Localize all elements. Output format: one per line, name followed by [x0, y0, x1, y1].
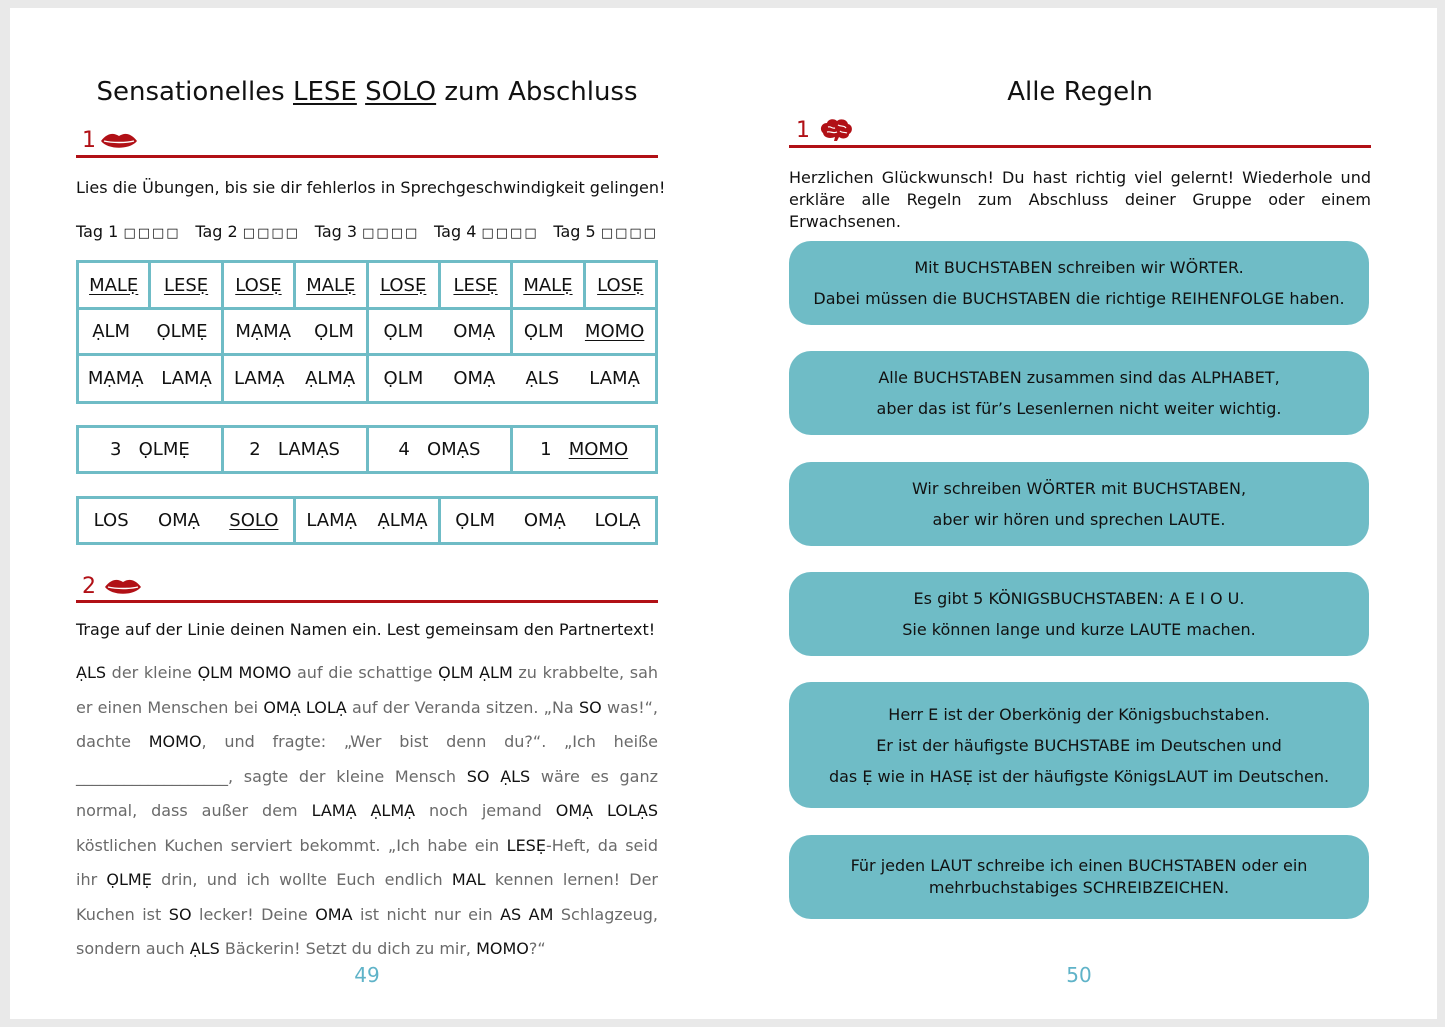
keyword: AM — [528, 904, 554, 924]
checkbox-group[interactable]: □□□□ — [242, 226, 300, 241]
word: LOSẸ — [597, 274, 644, 296]
section-rule — [789, 145, 1371, 148]
keyword: ỌLMẸ — [106, 870, 152, 889]
keyword: MAL — [451, 870, 486, 889]
word: MOMO — [584, 321, 645, 342]
word: MOMO — [568, 439, 629, 460]
section-number: 1 — [82, 128, 96, 153]
lips-icon — [100, 131, 138, 151]
word: OMẠ — [453, 368, 496, 389]
keyword: SO — [168, 904, 192, 924]
rule-box: Herr E ist der Oberkönig der Königsbuchstaben. Er ist der häufigste BUCHSTABE im Deutschen und das Ẹ wie in HASẸ ist der häufigste KönigsLAUT im Deutschen. — [789, 682, 1369, 808]
checkbox-group[interactable]: □□□□ — [481, 226, 539, 241]
text-segment: lecker! Deine — [191, 904, 316, 924]
rule-box: Wir schreiben WÖRTER mit BUCHSTABEN, aber wir hören und sprechen LAUTE. — [789, 462, 1369, 546]
keyword: SO — [578, 697, 602, 717]
text-segment — [593, 801, 607, 820]
word: ỌLMẸ — [156, 321, 208, 342]
word: LAMẠS — [277, 439, 340, 460]
word: LOLẠ — [594, 510, 641, 531]
keyword: MOMO — [238, 663, 292, 682]
word: ỌLM — [523, 321, 564, 342]
text-segment: -Heft, da seid ihr — [76, 835, 658, 889]
word: ẠLMẠ — [377, 510, 428, 531]
keyword: LOLẠS — [607, 801, 658, 820]
word: OMẠS — [426, 439, 481, 460]
text-segment: , und fragte: „Wer bist denn du?“. „Ich heiße ___________________, sagte der kleine Mensch — [76, 732, 658, 786]
keyword: LAMẠ — [311, 801, 357, 820]
word: LAMẠ — [589, 368, 640, 389]
word: MẠMẠ — [87, 368, 144, 389]
rule-box: Es gibt 5 KÖNIGSBUCHSTABEN: A E I O U. Sie können lange und kurze LAUTE machen. — [789, 572, 1369, 656]
keyword: ẠLM — [479, 663, 513, 682]
section-rule — [76, 600, 658, 603]
text-segment — [521, 905, 528, 924]
intro-text: Herzlichen Glückwunsch! Du hast richtig viel gelernt! Wiederhole und erkläre alle Regeln zum Abschluss deiner Gruppe oder einem Erwachsenen. — [789, 168, 1371, 231]
word: MALẸ — [306, 274, 356, 296]
keyword: LESẸ — [506, 835, 546, 855]
grid-row — [78, 498, 657, 544]
keyword: ẠLS — [76, 663, 107, 682]
day-item: Tag 1 □□□□ — [76, 222, 181, 241]
rule-box: Alle BUCHSTABEN zusammen sind das ALPHABET, aber das ist für’s Lesenlernen nicht weiter wichtig. — [789, 351, 1369, 435]
keyword: LOLẠ — [305, 697, 347, 717]
keyword: AS — [500, 904, 522, 924]
keyword: ẠLS — [500, 766, 531, 786]
count-grid — [76, 425, 658, 474]
instruction-text: Lies die Übungen, bis sie dir fehlerlos in Sprechgeschwindigkeit gelingen! — [76, 178, 666, 197]
word: ẠLM — [92, 321, 131, 342]
keyword: ẠLS — [189, 939, 220, 958]
word-grid — [76, 260, 658, 404]
page-number: 50 — [1066, 963, 1092, 987]
text-segment: drin, und ich wollte Euch endlich — [151, 870, 452, 889]
keyword: MOMO — [148, 732, 202, 751]
word: LOSẸ — [235, 274, 282, 296]
text-segment: ?“ — [528, 939, 546, 958]
word: OMẠ — [157, 510, 200, 531]
word: ỌLMẸ — [138, 439, 190, 460]
word: ỌLM — [383, 321, 424, 342]
checkbox-group[interactable]: □□□□ — [600, 226, 658, 241]
grid-row — [78, 309, 657, 355]
page-number: 49 — [354, 963, 380, 987]
grid-row — [78, 355, 657, 403]
word: LESẸ — [453, 274, 498, 296]
lips-icon — [104, 577, 142, 597]
word: ỌLM — [383, 368, 424, 389]
word: MALẸ — [89, 274, 139, 296]
text-segment: zu krabbelte, sah er einen Menschen bei — [76, 663, 659, 717]
rule-box: Mit BUCHSTABEN schreiben wir WÖRTER. Dabei müssen die BUCHSTABEN die richtige REIHENFOLGE haben. — [789, 241, 1369, 325]
keyword: OMẠ — [263, 697, 301, 717]
word: LAMẠ — [161, 368, 212, 389]
partner-text — [76, 656, 658, 967]
word: LOS — [93, 510, 129, 531]
page-title: Alle Regeln — [1007, 77, 1153, 107]
day-item: Tag 5 □□□□ — [553, 222, 658, 241]
day-item: Tag 2 □□□□ — [195, 222, 300, 241]
text-segment: auf der Veranda sitzen. „Na — [346, 697, 579, 717]
word: OMẠ — [523, 510, 566, 531]
instruction-text: Trage auf der Linie deinen Namen ein. Lest gemeinsam den Partnertext! — [76, 620, 656, 639]
text-segment — [489, 767, 500, 786]
day-item: Tag 3 □□□□ — [314, 222, 420, 241]
word: MẠMẠ — [235, 321, 292, 342]
word: SOLO — [229, 510, 279, 531]
section-number: 1 — [796, 118, 810, 143]
keyword: OMẠ — [555, 801, 594, 820]
word: LAMẠ — [306, 510, 357, 531]
keyword: ỌLM — [438, 663, 474, 682]
word: MALẸ — [523, 274, 573, 296]
word: ỌLM — [455, 510, 496, 531]
text-segment: was!“, dachte — [76, 697, 658, 751]
keyword: ỌLM — [197, 663, 233, 682]
checkbox-group[interactable]: □□□□ — [123, 226, 181, 241]
keyword: SO — [466, 766, 490, 786]
section-number: 2 — [82, 574, 96, 599]
grid-row — [78, 262, 657, 309]
day-item: Tag 4 □□□□ — [434, 222, 539, 241]
text-segment: noch jemand — [415, 801, 556, 820]
text-segment — [357, 801, 371, 820]
text-segment: kennen lernen! Der Kuchen ist — [76, 870, 658, 924]
word: ỌLM — [314, 321, 354, 342]
keyword: OMA — [315, 904, 353, 924]
word: LESẸ — [163, 274, 209, 296]
section-rule — [76, 155, 658, 158]
brain-icon — [819, 118, 853, 142]
day-tracker — [76, 222, 658, 241]
keyword: MOMO — [476, 939, 529, 958]
book-spread — [10, 8, 1437, 1019]
rule-box: Für jeden LAUT schreibe ich einen BUCHSTABEN oder ein mehrbuchstabiges SCHREIBZEICHEN. — [789, 835, 1369, 919]
word: ẠLMẠ — [305, 368, 356, 389]
word: ẠLS — [525, 368, 560, 389]
phrase-grid — [76, 496, 658, 545]
grid-row: 3 ỌLMẸ 2 LAMẠS 4 OMẠS 1 MOMO — [78, 427, 657, 473]
text-segment: köstlichen Kuchen serviert bekommt. „Ich habe ein — [76, 835, 507, 855]
text-segment: Schlagzeug, sondern auch — [76, 904, 659, 958]
text-segment: auf die schattige — [291, 663, 439, 682]
page-title: Sensationelles LESE SOLO zum Abschluss — [96, 77, 638, 107]
text-segment: Bäckerin! Setzt du dich zu mir, — [219, 939, 477, 958]
text-segment: ist nicht nur ein — [352, 904, 501, 924]
text-segment: der kleine — [106, 663, 198, 682]
word: LAMẠ — [233, 368, 285, 389]
checkbox-group[interactable]: □□□□ — [362, 226, 420, 241]
word: OMẠ — [453, 321, 496, 342]
text-segment: wäre es ganz normal, dass außer dem — [76, 766, 658, 820]
keyword: ẠLMẠ — [370, 801, 416, 820]
word: LOSẸ — [380, 274, 427, 296]
left-page — [10, 8, 723, 1019]
